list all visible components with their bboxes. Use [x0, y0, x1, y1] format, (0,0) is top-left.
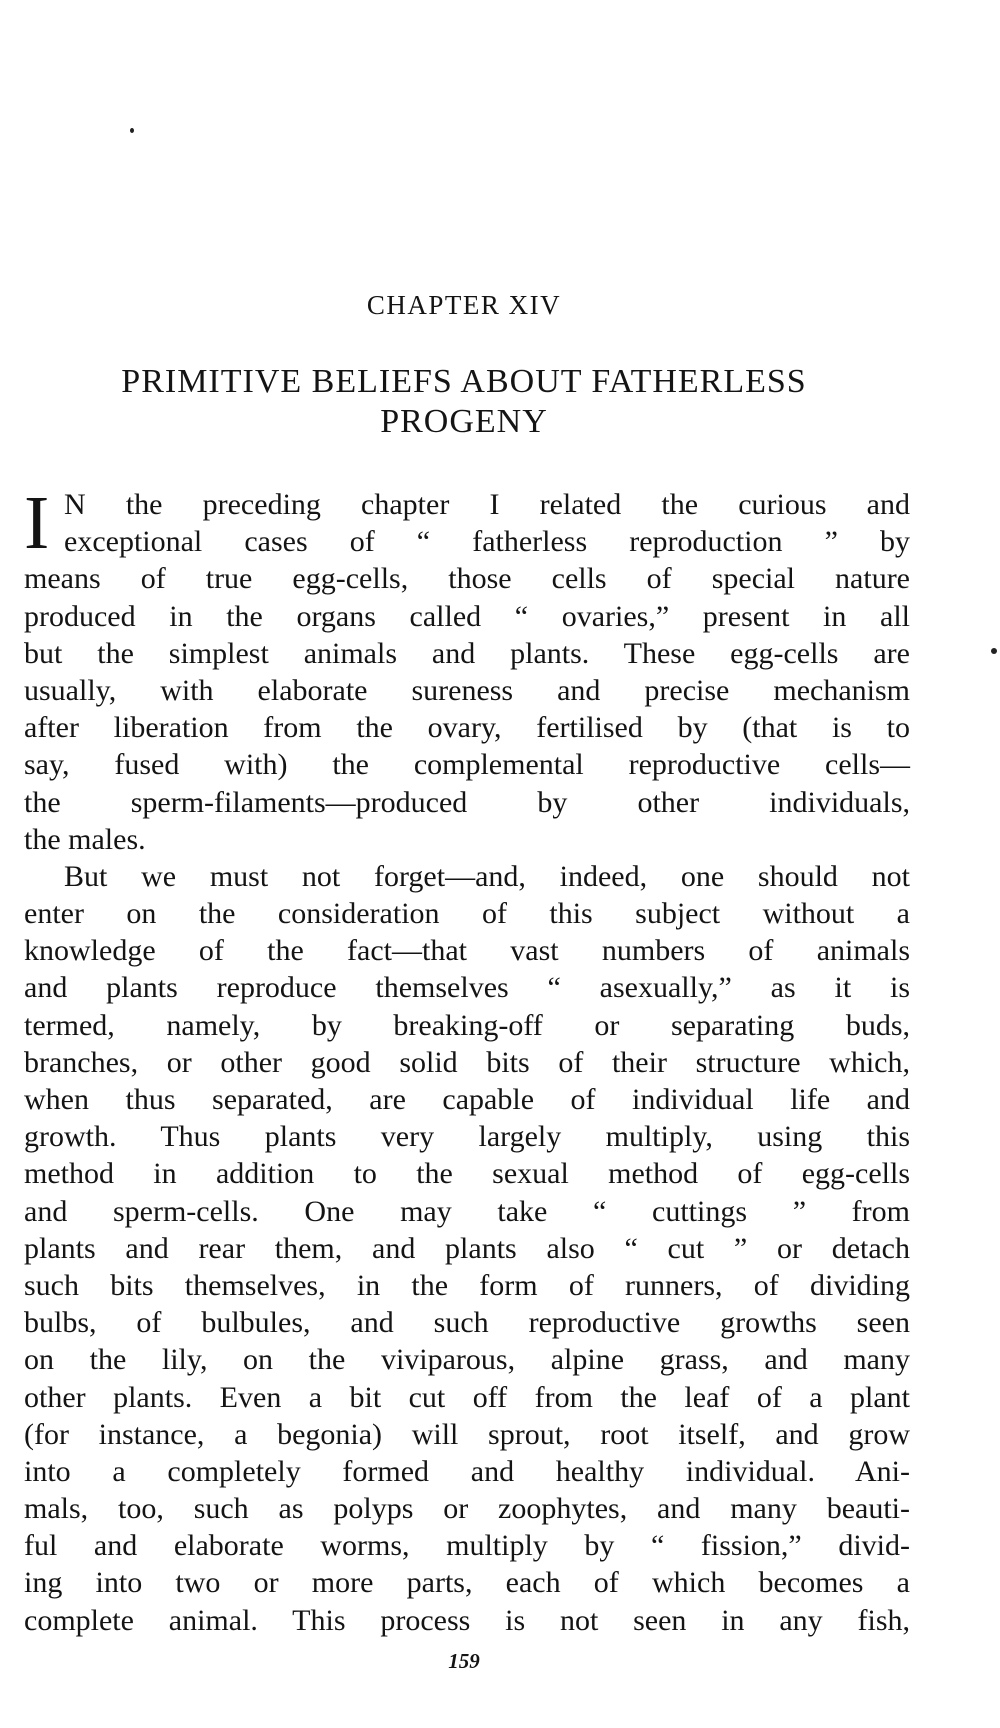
text-line: produced in the organs called “ ovaries,” present in all: [24, 599, 910, 633]
text-line: mals, too, such as polyps or zoophytes, and many beauti-: [24, 1492, 910, 1526]
text-line: plants and rear them, and plants also “ cut ” or detach: [24, 1231, 910, 1265]
text-line: the sperm-filaments—produced by other individuals,: [24, 785, 910, 819]
text-line: such bits themselves, in the form of runners, of dividing: [24, 1268, 910, 1302]
text-line: and plants reproduce themselves “ asexually,” as it is: [24, 971, 910, 1005]
text-line: and sperm-cells. One may take “ cuttings ” from: [24, 1194, 910, 1228]
ink-speck: [130, 128, 134, 133]
text-line: usually, with elaborate sureness and precise mechanism: [24, 673, 910, 707]
text-line: N the preceding chapter I related the curious and: [64, 488, 910, 521]
body-text: [24, 481, 910, 1639]
text-line: ing into two or more parts, each of which becomes a: [24, 1566, 910, 1600]
text-line: termed, namely, by breaking-off or separating buds,: [24, 1008, 910, 1042]
text-line: after liberation from the ovary, fertilised by (that is to: [24, 711, 910, 745]
chapter-title: [24, 362, 904, 442]
text-line: the males.: [24, 822, 146, 856]
text-line: say, fused with) the complemental reproductive cells—: [24, 748, 910, 782]
text-line: knowledge of the fact—that vast numbers of animals: [24, 934, 910, 968]
text-line: bulbs, of bulbules, and such reproductive growths seen: [24, 1306, 910, 1340]
text-line: means of true egg-cells, those cells of special nature: [24, 562, 910, 596]
text-line: But we must not forget—and, indeed, one should not: [64, 859, 910, 893]
text-line: complete animal. This process is not seen in any fish,: [24, 1603, 910, 1637]
text-line: other plants. Even a bit cut off from the leaf of a plant: [24, 1380, 910, 1414]
text-line: ful and elaborate worms, multiply by “ fission,” divid-: [24, 1529, 910, 1563]
text-line: enter on the consideration of this subject without a: [24, 897, 910, 931]
text-line: when thus separated, are capable of individual life and: [24, 1083, 910, 1116]
text-line: branches, or other good solid bits of their structure which,: [24, 1045, 910, 1079]
chapter-title-line: PROGENY: [380, 403, 548, 440]
page-number: 159: [448, 1649, 480, 1673]
paragraph: [24, 481, 910, 858]
text-line: method in addition to the sexual method of egg-cells: [24, 1157, 910, 1191]
text-line: into a completely formed and healthy individual. Ani-: [24, 1454, 910, 1488]
text-line: (for instance, a begonia) will sprout, root itself, and grow: [24, 1417, 910, 1451]
chapter-number: CHAPTER XIV: [366, 290, 562, 320]
chapter-title-line: PRIMITIVE BELIEFS ABOUT FATHERLESS: [121, 363, 807, 400]
text-line: on the lily, on the viviparous, alpine grass, and many: [24, 1343, 910, 1377]
text-line: but the simplest animals and plants. These egg-cells are: [24, 636, 910, 670]
text-line: growth. Thus plants very largely multiply, using this: [24, 1120, 910, 1154]
paragraph: [24, 858, 910, 1639]
ink-speck: [991, 648, 997, 654]
text-line: exceptional cases of “ fatherless reproduction ” by: [64, 525, 910, 559]
drop-cap: I: [24, 481, 50, 565]
